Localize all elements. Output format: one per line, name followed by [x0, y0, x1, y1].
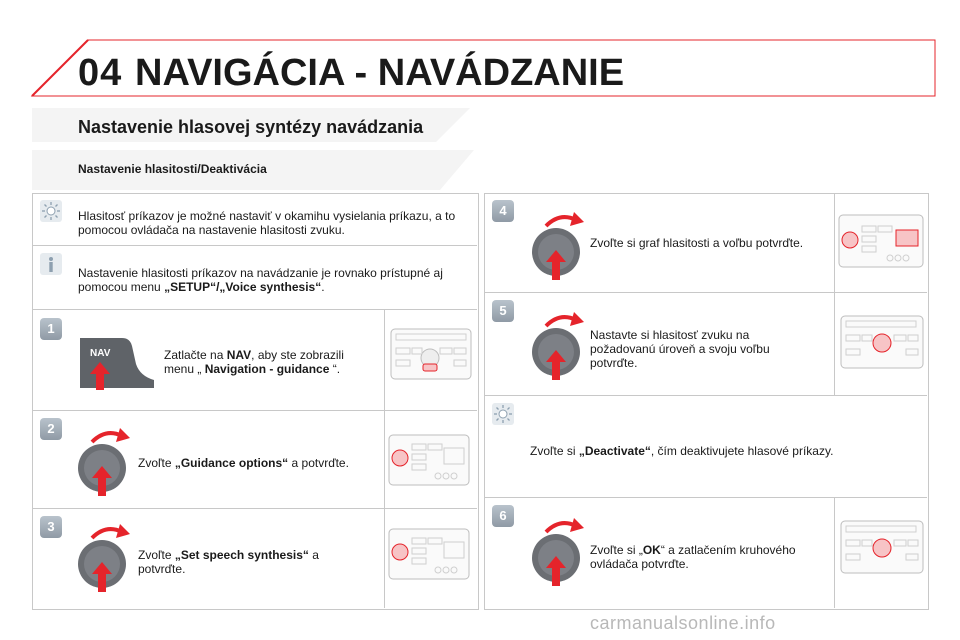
info-text: Nastavenie hlasitosti príkazov na navádzanie je rovnako prístupné aj pomocou menu „SETUP“/„Voice synthesis“. — [78, 266, 443, 294]
step-6-text: Zvoľte si „OK“ a zatlačením kruhového ovládača potvrďte. — [590, 543, 796, 571]
lightbulb-icon — [492, 403, 514, 425]
step-badge-3: 3 — [40, 516, 62, 538]
rotary-knob-icon — [524, 204, 594, 284]
info-icon — [40, 253, 62, 275]
section-title: Nastavenie hlasovej syntézy navádzania — [78, 117, 424, 137]
rotary-knob-icon — [70, 516, 140, 596]
step-badge-4: 4 — [492, 200, 514, 222]
step-4-text: Zvoľte si graf hlasitosti a voľbu potvrďte. — [590, 236, 804, 250]
nav-button-illustration — [70, 332, 160, 392]
step-1-text: Zatlačte na NAV, aby ste zobrazili menu „ Navigation - guidance “. — [164, 348, 344, 376]
chapter-number: 04 — [78, 52, 123, 94]
lightbulb-icon — [40, 200, 62, 222]
svg-text:NAV: NAV — [90, 348, 111, 359]
step-badge-1: 1 — [40, 318, 62, 340]
step-3-text: Zvoľte „Set speech synthesis“ a potvrďte. — [138, 548, 319, 576]
step-badge-6: 6 — [492, 505, 514, 527]
step-badge-2: 2 — [40, 418, 62, 440]
radio-unit-illustration — [388, 434, 470, 486]
tip-text: Hlasitosť príkazov je možné nastaviť v okamihu vysielania príkazu, a to pomocou ovládača na nastavenie hlasitosti zvuku. — [78, 209, 456, 237]
step-2-text: Zvoľte „Guidance options“ a potvrďte. — [138, 456, 349, 470]
chapter-title: NAVIGÁCIA - NAVÁDZANIE — [135, 52, 625, 94]
step-badge-5: 5 — [492, 300, 514, 322]
radio-unit-illustration — [838, 214, 924, 268]
deactivate-tip-text: Zvoľte si „Deactivate“, čím deaktivujete hlasové príkazy. — [530, 444, 834, 458]
radio-unit-illustration — [840, 315, 924, 369]
section-bars — [0, 100, 960, 195]
rotary-knob-icon — [524, 510, 594, 590]
radio-unit-illustration — [388, 528, 470, 580]
rotary-knob-icon — [524, 304, 594, 384]
rotary-knob-icon — [70, 420, 140, 500]
step-5-text: Nastavte si hlasitosť zvuku na požadovanú úroveň a svoju voľbu potvrďte. — [590, 328, 770, 370]
watermark: carmanualsonline.info — [590, 613, 776, 633]
section-subtitle: Nastavenie hlasitosti/Deaktivácia — [78, 162, 267, 176]
radio-unit-illustration — [840, 520, 924, 574]
radio-unit-illustration — [390, 328, 472, 380]
